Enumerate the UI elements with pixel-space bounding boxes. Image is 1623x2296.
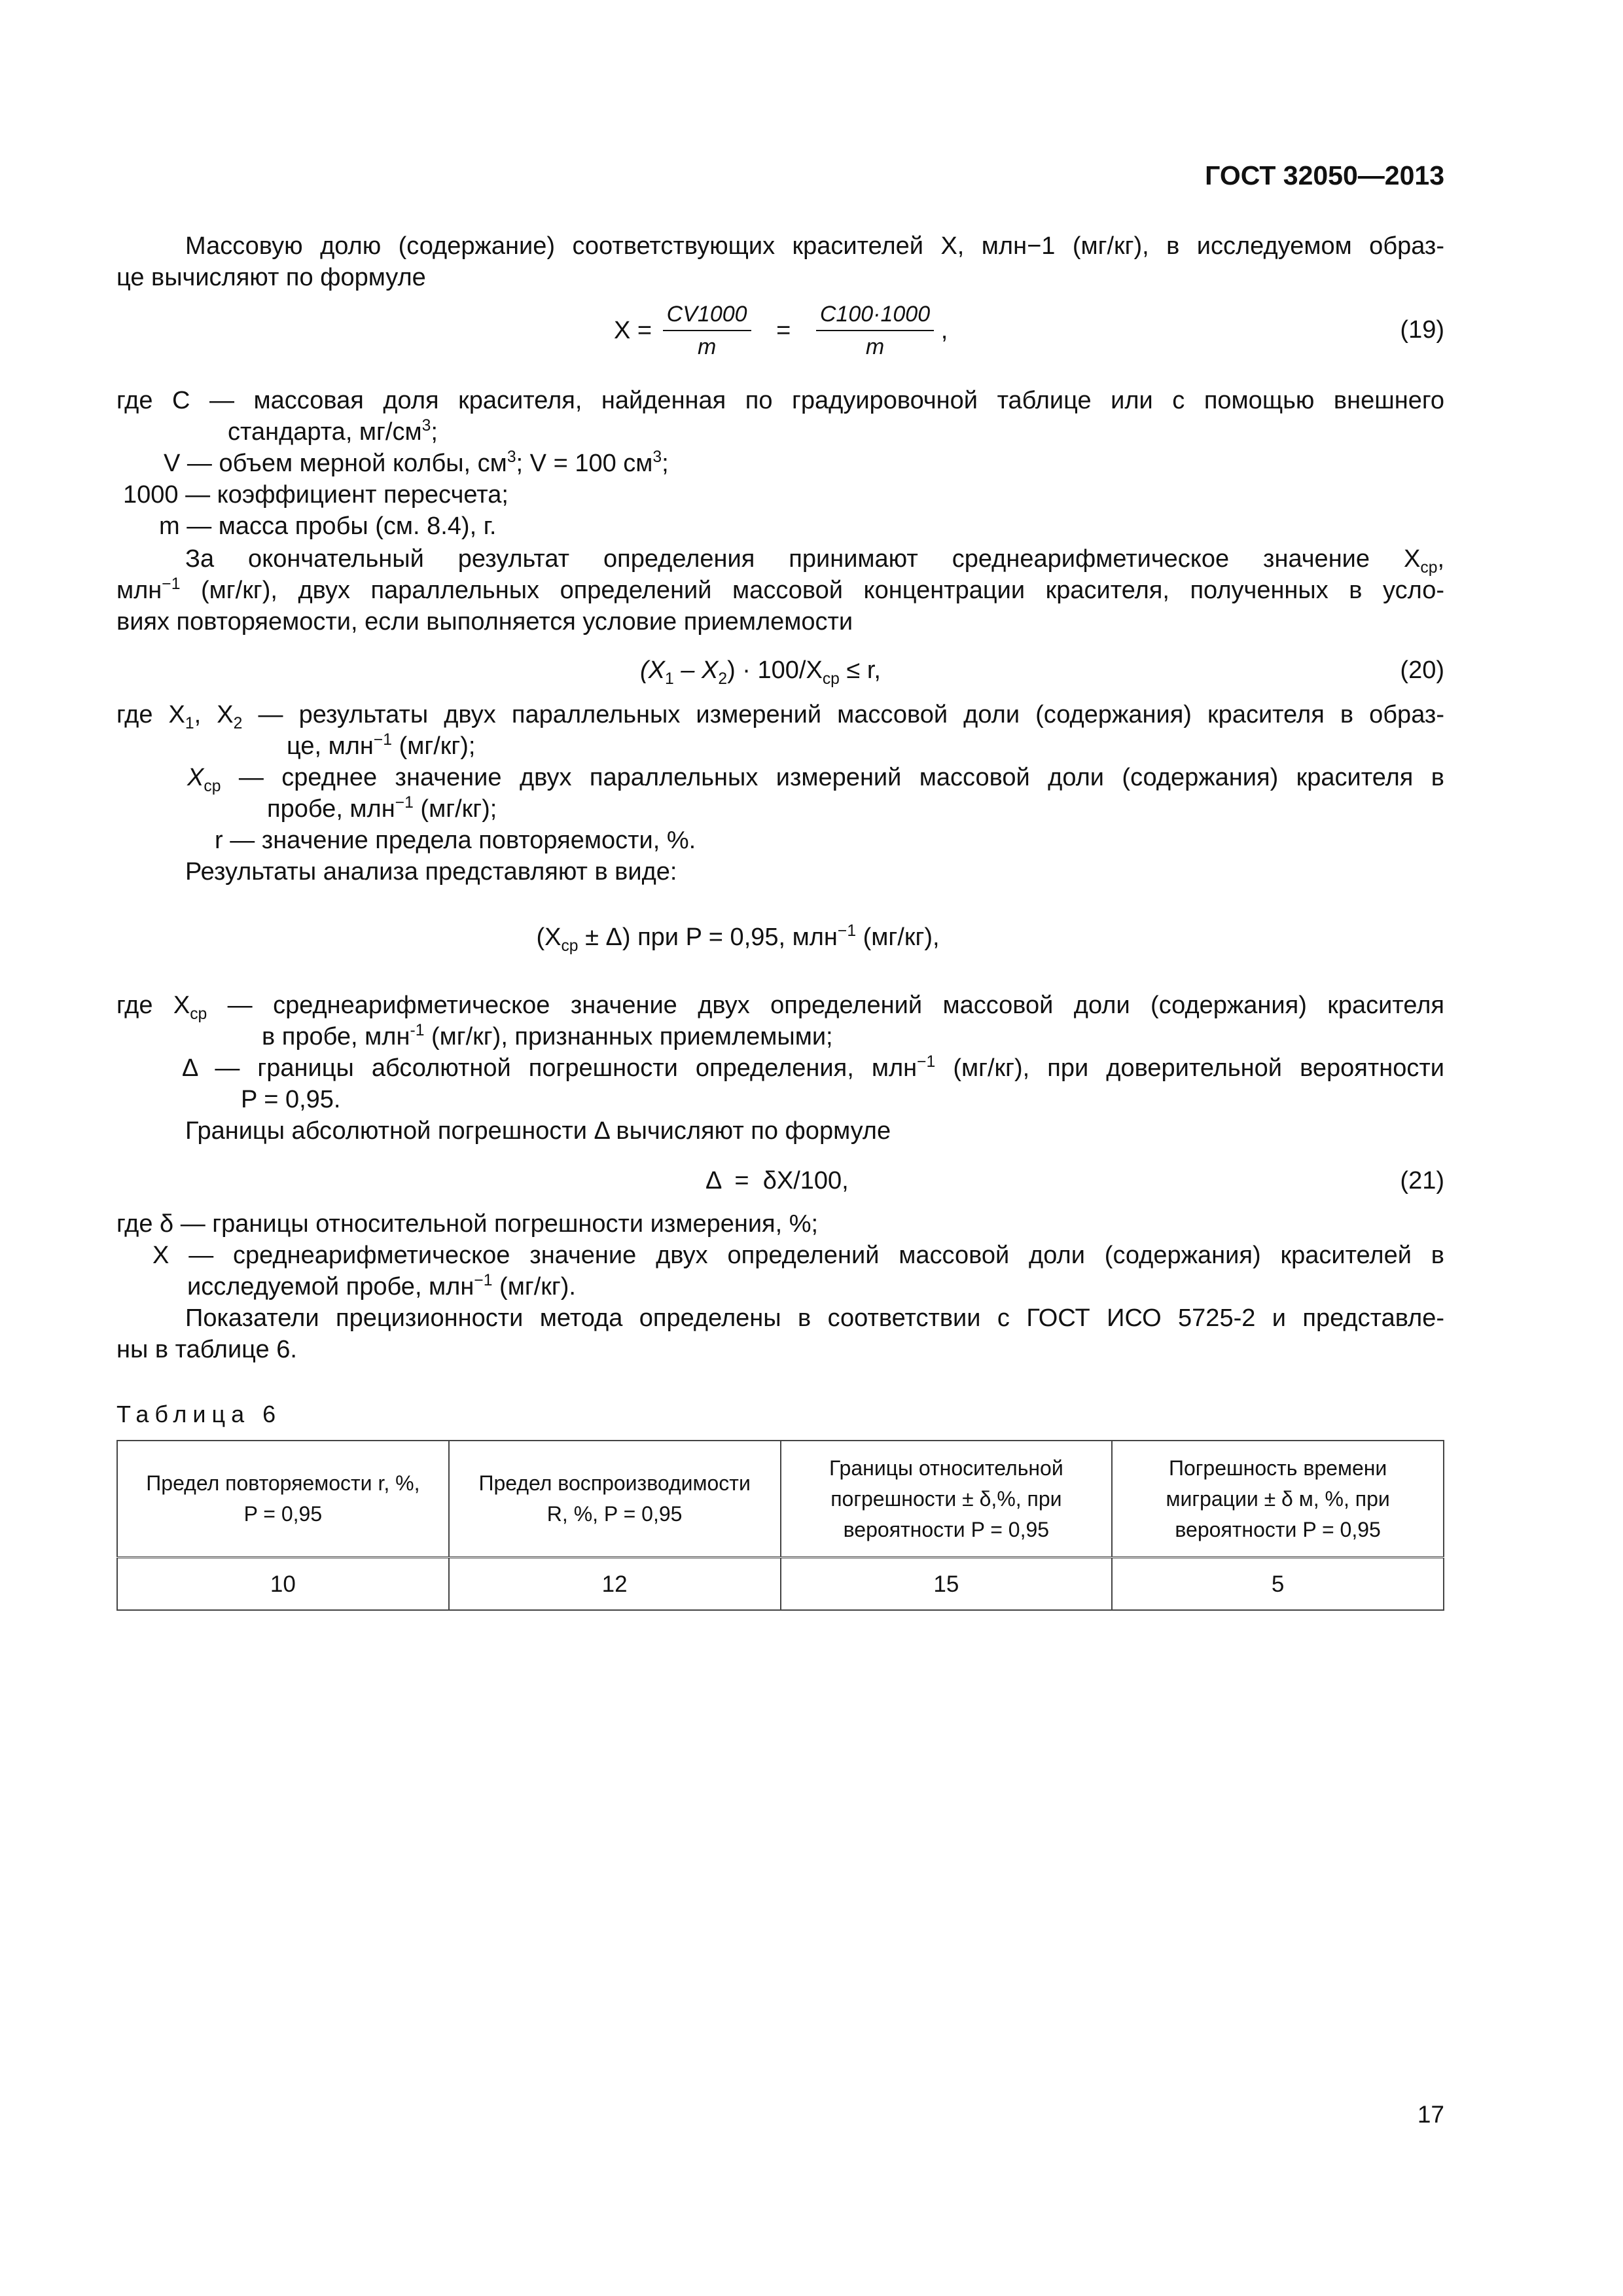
page-number: 17 (1417, 2101, 1444, 2128)
where20-r-line: r — значение предела повторяемости, %. (215, 827, 696, 854)
where-block-19 (116, 385, 1444, 542)
paragraph-intro-line1: Массовую долю (содержание) соответствующих красителей X, млн−1 (мг/кг), в исследуемом образ- (185, 232, 1445, 260)
table-caption: Таблица 6 (116, 1401, 282, 1427)
where19-c-line1: где C — массовая доля красителя, найденная по градуировочной таблице или с помощью внешнего (116, 387, 1444, 414)
where-res-line3: Δ — границы абсолютной погрешности определения, млн$^{-1}$ (мг/кг), при доверительной вероятности (182, 1053, 1444, 1082)
eq19-equals: = (776, 317, 791, 344)
table-header-migration-error: Погрешность времени миграции ± δ м, %, при вероятности P = 0,95 (1112, 1441, 1444, 1558)
paragraph-abs-error: Границы абсолютной погрешности Δ вычисляют по формуле (185, 1117, 891, 1145)
paragraph-final-result (116, 543, 1444, 637)
eq19-number: (19) (1400, 316, 1444, 344)
equation-20: $(X_1 - X_2) \cdot 100/X_{cp} \le r$, (20) (116, 655, 1444, 687)
eq19-denominator-2: m (865, 334, 885, 359)
where19-c-line2: стандарта, $мг/см^3$; (228, 417, 438, 446)
where20-xcp-line2: пробе, млн$^{-1}$ (мг/кг); (267, 794, 497, 823)
paragraph-final-line2: млн$^{-1}$ (мг/кг), двух параллельных определений массовой концентрации красителя, полученных в усло- (116, 575, 1444, 604)
eq19-denominator-1: m (697, 334, 717, 359)
table-cell-reproducibility: 12 (449, 1558, 781, 1611)
where19-v-line: V — объем мерной колбы, $см^3$; V = 100 $см^3$; (164, 448, 669, 477)
where-res-line4: P = 0,95. (241, 1086, 341, 1113)
where19-k-line: 1000 — коэффициент пересчета; (123, 481, 508, 509)
equation-21: Δ = δX/100, (21) (116, 1165, 1444, 1198)
paragraph-final-line1: За окончательный результат определения принимают среднеарифметическое значение $X_{cp}$, (185, 545, 1444, 577)
eq20-number: (20) (1400, 656, 1444, 684)
table-header-reproducibility: Предел воспроизводимости R, %, P = 0,95 (449, 1441, 781, 1558)
table-header-repeatability: Предел повторяемости r, %, P = 0,95 (117, 1441, 449, 1558)
eq19-tail: , (940, 317, 948, 344)
where-block-21 (116, 1208, 1444, 1365)
where21-delta-line: где δ — границы относительной погрешности измерения, %; (116, 1210, 819, 1238)
table-cell-repeatability: 10 (117, 1558, 449, 1611)
eq19-numerator-1: CV1000 (663, 301, 751, 331)
eq19-numerator-2: C100·1000 (816, 301, 934, 331)
table-header-relative-error: Границы относительной погрешности ± δ,%, при вероятности P = 0,95 (781, 1441, 1113, 1558)
table-6 (116, 1440, 1444, 1611)
eq19-lhs: X = (614, 317, 652, 344)
paragraph-intro (116, 230, 1444, 293)
result-expression: $(X_{cp} \pm \Delta)$ при P = 0,95, млн$^{-1}$ (мг/кг), (536, 922, 940, 955)
where-res-line1: где $X_{cp}$ — среднеарифметическое значение двух определений массовой доли (содержания) красителя (116, 992, 1444, 1023)
equation-19 (116, 301, 1444, 367)
where20-xcp-line1: $X_{cp}$ — среднее значение двух параллельных измерений массовой доли (содержания) красителя в (187, 764, 1444, 795)
table-row (117, 1558, 1444, 1611)
paragraph-precision-line2: ны в таблице 6. (116, 1336, 297, 1363)
results-intro: Результаты анализа представляют в виде: (185, 858, 677, 886)
where21-x-line2: исследуемой пробе, млн$^{-1}$ (мг/кг). (187, 1272, 576, 1300)
where19-m-line: m — масса пробы (см. 8.4), г. (159, 512, 497, 540)
eq19-fraction-2 (816, 301, 934, 360)
where20-x-line2: це, млн$^{-1}$ (мг/кг); (287, 731, 476, 760)
where-block-results (116, 990, 1444, 1147)
paragraph-intro-line2: це вычисляют по формуле (116, 264, 426, 291)
where21-x-line1: X — среднеарифметическое значение двух определений массовой доли (содержания) красителей в (152, 1242, 1444, 1269)
where-res-line2: в пробе, млн$^{-1}$ (мг/кг), признанных приемлемыми; (262, 1022, 833, 1050)
document-header: ГОСТ 32050—2013 (1205, 160, 1444, 190)
paragraph-final-line3: виях повторяемости, если выполняется условие приемлемости (116, 608, 853, 636)
where20-x-line1: где $X_1$, $X_2$ — результаты двух параллельных измерений массовой доли (содержания) красителя в образ- (116, 701, 1444, 732)
table-cell-migration-error: 5 (1112, 1558, 1444, 1611)
where-block-20 (116, 699, 1444, 888)
paragraph-precision-line1: Показатели прецизионности метода определены в соответствии с ГОСТ ИСО 5725-2 и представле- (185, 1304, 1444, 1332)
eq19-fraction-1 (663, 301, 751, 360)
eq21-number: (21) (1400, 1167, 1444, 1194)
table-cell-relative-error: 15 (781, 1558, 1113, 1611)
